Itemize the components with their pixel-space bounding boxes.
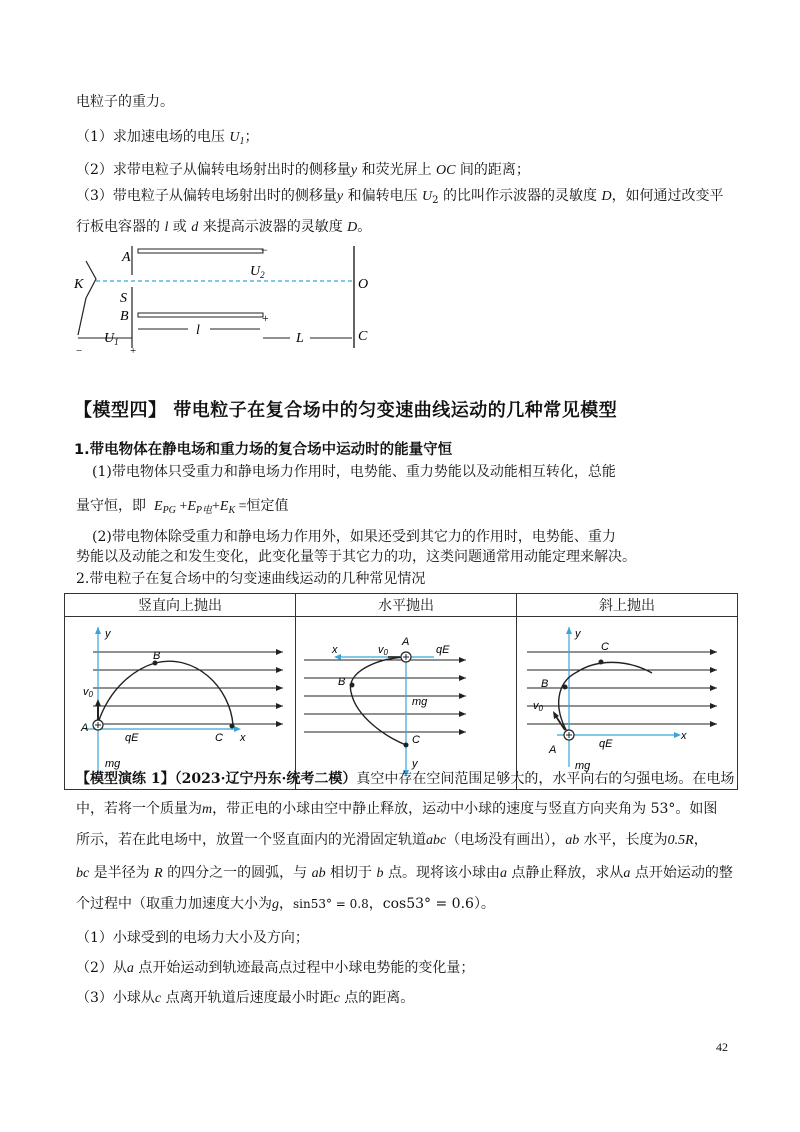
d2-x: x [332,644,338,656]
label-O: O [358,277,369,292]
label-U2: $U_2$ [250,264,265,280]
exercise-line-5: 个过程中（取重力加速度大小为g，sin53° = 0.8，cos53° = 0.6）。 [76,896,495,912]
exercise-q2: （2）从a 点开始运动到轨迹最高点过程中小球电势能的变化量； [76,960,475,976]
diagram-vertical [65,617,295,785]
d1-y: y [105,628,111,640]
exercise-line-4: bc 是半径为 R 的四分之一的圆弧，与 ab 相切于 b 点。现将该小球由a 点静止释放，求从a 点开始运动的整 [76,865,733,881]
d2-B: B [338,676,346,688]
diagram-oblique [517,617,737,785]
d3-mg: mg [575,760,591,772]
section-1-p2b: 势能以及动能之和发生变化，此变化量等于其它力的功，这类问题通常用动能定理来解决。 [76,549,636,565]
diagram-horizontal [296,617,516,785]
plate-top [138,249,263,253]
header-horizontal: 水平抛出 [296,594,517,617]
section-1-title: 1.带电物体在静电场和重力场的复合场中运动时的能量守恒 [74,442,453,458]
exercise-line-3: 所示，若在此电场中，放置一个竖直面内的光滑固定轨道abc（电场没有画出），ab 水平，长度为0.5R， [76,832,708,848]
cases-table [64,593,738,790]
d3-y: y [575,628,581,640]
label-B: B [120,309,129,324]
label-U1: $U_1$ [104,331,119,347]
cell-oblique [517,617,738,790]
label-L: L [296,331,304,346]
d1-mg: mg [105,758,121,770]
label-S: S [120,291,127,306]
question-3: （3）带电粒子从偏转电场射出时的侧移量y 和偏转电压 $U_2$ 的比叫作示波器的灵敏度 D，如何通过改变平 [76,188,724,206]
d3-A: A [549,744,557,756]
d3-x: x [681,730,687,742]
d1-v0: v0 [83,686,93,699]
energy-formula: $E_{PG} +E_{P电}+E_K$ = [154,499,247,516]
cell-vertical [65,617,296,790]
intro-line-0: 电粒子的重力。 [76,94,174,110]
exercise-line-2: 中，若将一个质量为m，带正电的小球由空中静止释放，运动中小球的速度与竖直方向夹角为 53°。如图 [76,801,718,817]
section-1-p2: (2)带电物体除受重力和静电场力作用外，如果还受到其它力的作用时，电势能、重力 [92,529,616,545]
d1-qE: qE [125,732,139,744]
d2-qE: qE [436,644,450,656]
header-vertical: 竖直向上抛出 [65,594,296,617]
question-3-cont: 行板电容器的 l 或 d 来提高示波器的灵敏度 D。 [76,219,372,235]
plus-left: + [130,345,137,357]
oscilloscope-diagram [60,240,390,360]
section-1-p1: (1)带电物体只受重力和静电场力作用时，电势能、重力势能以及动能相互转化，总能 [92,464,616,480]
d2-v0: v0 [378,644,388,657]
section-1-p1b: 量守恒，即 $E_{PG} +E_{P电}+E_K$ =恒定值 [76,498,289,516]
d3-C: C [601,641,609,653]
exercise-q3: （3）小球从c 点离开轨道后速度最小时距c 点的距离。 [76,990,415,1006]
minus-left: − [76,345,83,357]
minus-top: − [261,243,268,257]
model4-title: 【模型四】 带电粒子在复合场中的匀变速曲线运动的几种常见模型 [74,400,618,421]
page-number: 42 [716,1040,728,1054]
label-A: A [122,250,131,265]
exercise-tag: 【模型演练 1】 [76,771,175,787]
label-K: K [74,277,84,292]
d3-v0: v0 [533,700,543,713]
header-oblique: 斜上抛出 [517,594,738,617]
exercise-q1: （1）小球受到的电场力大小及方向； [76,930,309,946]
cell-horizontal [296,617,517,790]
exercise-line-1: 【模型演练 1】（2023·辽宁丹东·统考二模）真空中存在空间范围足够大的，水平向右的匀强电场。在电场 [76,771,735,787]
exercise-source: （2023·辽宁丹东·统考二模） [174,771,357,787]
d1-B: B [153,650,161,662]
question-2: （2）求带电粒子从偏转电场射出时的侧移量y 和荧光屏上 OC 间的距离； [76,162,530,178]
cathode-wire [78,298,86,335]
d1-x: x [240,732,246,744]
d3-B: B [541,678,549,690]
d2-mg: mg [412,696,428,708]
d2-A: A [402,636,410,648]
label-C: C [358,329,368,344]
plate-bottom [138,313,263,317]
section-2-title: 2.带电粒子在复合场中的匀变速曲线运动的几种常见情况 [76,571,426,587]
d1-C: C [215,732,223,744]
d2-C: C [412,734,420,746]
question-1: （1）求加速电场的电压 $U_1$； [76,129,259,147]
cathode-K [86,261,96,298]
d2-y: y [412,758,418,770]
d3-qE: qE [599,738,613,750]
label-l: l [196,323,200,338]
d1-A: A [81,722,89,734]
plus-bottom: + [262,311,269,325]
